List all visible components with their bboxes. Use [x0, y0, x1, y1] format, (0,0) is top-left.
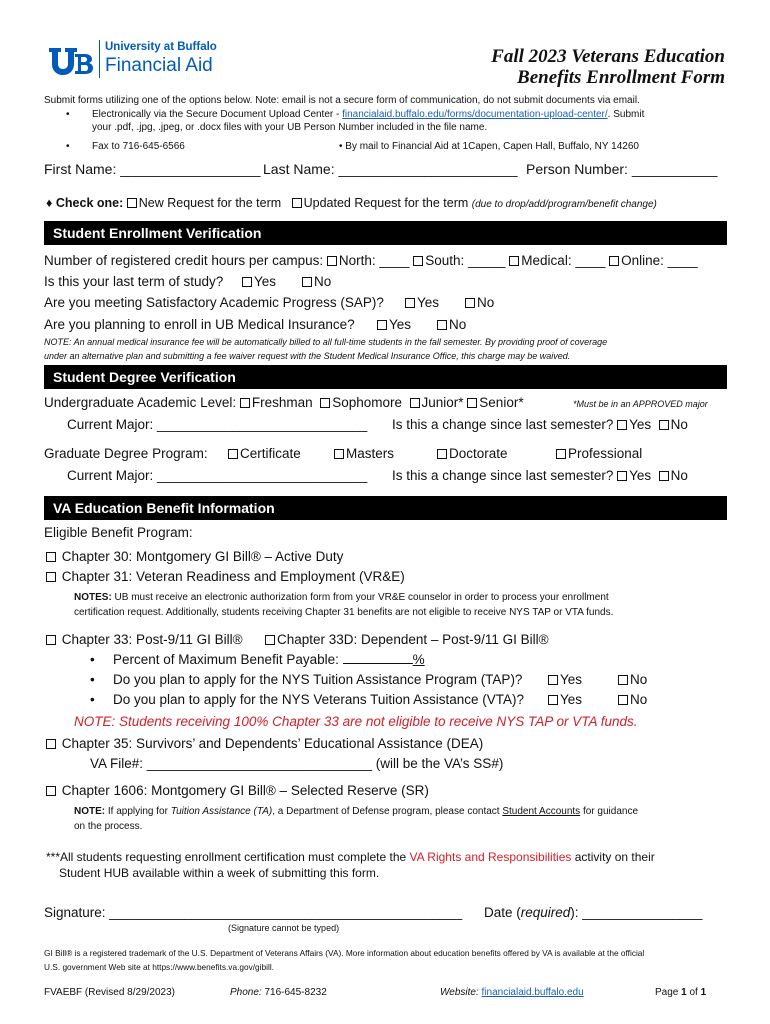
date-suffix: ): ________________ [570, 905, 703, 920]
trademark-line1: GI Bill® is a registered trademark of the U.S. Department of Veterans Affairs (VA). More information about education benefits offered by VA is available at the official [44, 948, 645, 958]
rights-line2: Student HUB available within a week of submitting this form. [59, 866, 380, 880]
vta-yes-checkbox[interactable] [548, 695, 558, 705]
yes-label: Yes [560, 672, 583, 687]
updated-request-checkbox[interactable] [292, 198, 302, 208]
approved-major-note: *Must be in an APPROVED major [573, 399, 708, 409]
page-prefix: Page [655, 987, 682, 998]
ch1606-option[interactable] [46, 783, 429, 798]
tap-question: Do you plan to apply for the NYS Tuition Assistance Program (TAP)? [113, 672, 523, 687]
insurance-no-checkbox[interactable] [437, 320, 447, 330]
senior-label: Senior* [479, 395, 524, 410]
sap-no-checkbox[interactable] [465, 298, 475, 308]
masters-option[interactable] [334, 446, 394, 461]
submit-upload-line2: your .pdf, .jpg, .jpeg, or .docx files with your UB Person Number included in the file name. [92, 122, 488, 133]
vta-question: Do you plan to apply for the NYS Veterans Tuition Assistance (VTA)? [113, 692, 524, 707]
va-section-header: VA Education Benefit Information [44, 496, 727, 520]
yes-label: Yes [560, 692, 583, 707]
insurance-yes-checkbox[interactable] [377, 320, 387, 330]
pct-label: Percent of Maximum Benefit Payable: [113, 652, 339, 667]
ch33d-option[interactable] [265, 632, 549, 647]
ch35-checkbox[interactable] [46, 739, 56, 749]
professional-option[interactable] [556, 446, 642, 461]
signature-caption: (Signature cannot be typed) [228, 923, 340, 933]
submit-intro: Submit forms utilizing one of the options below. Note: email is not a secure form of communication, do not submit documents via email. [44, 95, 640, 106]
footer-website [440, 987, 584, 998]
ch1606-note-a: If applying for [105, 806, 171, 817]
no-label: No [670, 468, 688, 483]
new-request-checkbox[interactable] [127, 198, 137, 208]
website-link[interactable]: financialaid.buffalo.edu [481, 987, 584, 998]
ch33-option[interactable] [46, 632, 243, 647]
yes-label: Yes [629, 468, 652, 483]
pct-input[interactable] [343, 652, 413, 664]
doctorate-option[interactable] [437, 446, 508, 461]
ch35-option[interactable] [46, 736, 483, 751]
last-term-question: Is this your last term of study? [44, 274, 224, 289]
ch31-checkbox[interactable] [46, 572, 56, 582]
ug-change-yes-checkbox[interactable] [617, 420, 627, 430]
ch31-notes-line2: certification request. Additionally, students receiving Chapter 31 benefits are not eligible to receive NYS TAP or VTA funds. [74, 607, 614, 618]
junior-checkbox[interactable] [410, 398, 420, 408]
page-total: 1 [700, 987, 707, 998]
no-label: No [670, 417, 688, 432]
grad-change-yes-checkbox[interactable] [617, 471, 627, 481]
insurance-no[interactable] [437, 317, 466, 332]
footer-phone [230, 987, 327, 998]
yes-label: Yes [629, 417, 652, 432]
eligible-program-label: Eligible Benefit Program: [44, 525, 193, 540]
submit-upload-line1 [92, 109, 644, 120]
tap-no[interactable] [618, 672, 647, 687]
person-number-field[interactable]: Person Number: ___________ [526, 161, 718, 177]
yes-label: Yes [389, 317, 412, 332]
date-field[interactable] [484, 905, 702, 920]
ch31-label: Chapter 31: Veteran Readiness and Employment (VR&E) [61, 569, 405, 584]
vta-no-checkbox[interactable] [618, 695, 628, 705]
ch35-label: Chapter 35: Survivors’ and Dependents’ Educational Assistance (DEA) [61, 736, 484, 751]
tap-bullet: • [90, 672, 95, 687]
page-num: 1 [681, 987, 687, 998]
va-file-field[interactable]: VA File#: ______________________________ (will be the VA’s SS#) [90, 756, 504, 771]
form-title-line2: Benefits Enrollment Form [517, 67, 725, 88]
diamond-icon: ♦ [46, 196, 53, 210]
form-title-line1: Fall 2023 Veterans Education [491, 46, 725, 67]
certificate-label: Certificate [240, 446, 301, 461]
online-label[interactable]: Online: ____ [621, 253, 698, 268]
no-label: No [630, 692, 648, 707]
submit-fax: Fax to 716-645-6566 [92, 141, 185, 152]
website-label: Website: [440, 987, 479, 998]
ub-logo-mark-icon [47, 46, 95, 76]
ch1606-note-b: , a Department of Defense program, please contact [272, 806, 503, 817]
page-of: of [686, 987, 701, 998]
phone-number: 716-645-8232 [261, 987, 327, 998]
junior-label: Junior* [421, 395, 464, 410]
doctorate-checkbox[interactable] [437, 449, 447, 459]
last-term-yes-checkbox[interactable] [242, 277, 252, 287]
new-request-label: New Request for the term [138, 196, 282, 210]
no-label: No [630, 672, 648, 687]
no-label: No [449, 317, 467, 332]
last-term-yes[interactable] [242, 274, 276, 289]
ug-level-row [44, 395, 524, 410]
ch31-notes-line1 [74, 592, 609, 603]
grad-change-row [392, 468, 688, 483]
upload-prefix: Electronically via the Secure Document Upload Center - [92, 109, 343, 120]
ta-text: Tuition Assistance (TA) [170, 806, 273, 817]
no-label: No [314, 274, 332, 289]
ch31-notes-label: NOTES: [74, 592, 112, 603]
change-question: Is this a change since last semester? [392, 417, 614, 432]
sophomore-checkbox[interactable] [320, 398, 330, 408]
pct-sign: % [412, 652, 425, 667]
check-one-row [46, 196, 657, 210]
pct-row [113, 652, 425, 667]
rights-line1 [46, 850, 655, 864]
submit-upload-bullet: • [66, 109, 70, 120]
grad-current-major[interactable]: Current Major: ____________________________ [67, 468, 368, 483]
yes-label: Yes [417, 295, 440, 310]
signature-field[interactable]: Signature: _______________________________________________ [44, 905, 463, 920]
ch33-checkbox[interactable] [46, 635, 56, 645]
pct-bullet: • [90, 652, 95, 667]
updated-request-note: (due to drop/add/program/benefit change) [471, 199, 657, 210]
south-checkbox[interactable] [413, 256, 423, 266]
north-label[interactable]: North: ____ [338, 253, 410, 268]
insurance-question: Are you planning to enroll in UB Medical Insurance? [44, 317, 355, 332]
submit-fax-bullet: • [66, 141, 70, 152]
masters-label: Masters [346, 446, 395, 461]
ch1606-note-line2: on the process. [74, 821, 143, 832]
vta-bullet: • [90, 692, 95, 707]
sap-question: Are you meeting Satisfactory Academic Progress (SAP)? [44, 295, 384, 310]
tap-no-checkbox[interactable] [618, 675, 628, 685]
credit-hours-label: Number of registered credit hours per campus: [44, 253, 324, 268]
ch31-notes-text: UB must receive an electronic authorization form from your VR&E counselor in order to process your enrollment [111, 592, 609, 603]
ch1606-note-label: NOTE: [74, 806, 106, 817]
vta-yes[interactable] [548, 692, 582, 707]
logo-dept-text: Financial Aid [105, 55, 213, 76]
trademark-line2: U.S. government Web site at https://www.benefits.va.gov/gibill. [44, 962, 274, 972]
upload-center-link[interactable]: financialaid.buffalo.edu/forms/documentation-upload-center/ [342, 109, 608, 120]
certificate-option[interactable] [228, 446, 301, 461]
ch1606-note-c: for guidance [580, 806, 639, 817]
doctorate-label: Doctorate [449, 446, 508, 461]
date-prefix: Date ( [484, 905, 521, 920]
south-label[interactable]: South: _____ [425, 253, 506, 268]
page-number [655, 987, 706, 998]
credit-hours-row [44, 253, 698, 268]
change-question: Is this a change since last semester? [392, 468, 614, 483]
submit-mail: • By mail to Financial Aid at 1Capen, Capen Hall, Buffalo, NY 14260 [339, 141, 639, 152]
grad-program-label: Graduate Degree Program: [44, 446, 208, 461]
ug-current-major[interactable]: Current Major: ____________________________ [67, 417, 368, 432]
tap-yes[interactable] [548, 672, 582, 687]
ch30-checkbox[interactable] [46, 552, 56, 562]
ug-change-no-checkbox[interactable] [659, 420, 669, 430]
upload-suffix: . Submit [607, 109, 645, 120]
ch1606-label: Chapter 1606: Montgomery GI Bill® – Selected Reserve (SR) [61, 783, 429, 798]
certificate-checkbox[interactable] [228, 449, 238, 459]
rights-highlight: VA Rights and Responsibilities [409, 850, 572, 864]
date-required: required [520, 905, 571, 920]
freshman-label: Freshman [251, 395, 313, 410]
ch33-label: Chapter 33: Post-9/11 GI Bill® [61, 632, 243, 647]
insurance-yes[interactable] [377, 317, 411, 332]
ch1606-note-line1 [74, 806, 638, 817]
sap-no[interactable] [465, 295, 494, 310]
online-checkbox[interactable] [609, 256, 619, 266]
ug-change-row [392, 417, 688, 432]
last-name-field[interactable]: Last Name: _______________________ [263, 161, 518, 177]
enrollment-section-header: Student Enrollment Verification [44, 221, 727, 245]
ch33d-label: Chapter 33D: Dependent – Post-9/11 GI Bill® [277, 632, 549, 647]
grad-change-no-checkbox[interactable] [659, 471, 669, 481]
ch30-label: Chapter 30: Montgomery GI Bill® – Active Duty [61, 549, 344, 564]
degree-section-header: Student Degree Verification [44, 365, 727, 389]
check-one-label: Check one: [55, 196, 124, 210]
masters-checkbox[interactable] [334, 449, 344, 459]
sap-yes[interactable] [405, 295, 439, 310]
freshman-checkbox[interactable] [240, 398, 250, 408]
submit-mail-text: By mail to Financial Aid at 1Capen, Capen Hall, Buffalo, NY 14260 [345, 141, 639, 152]
last-term-no[interactable] [302, 274, 331, 289]
ch1606-checkbox[interactable] [46, 786, 56, 796]
ch33-note: NOTE: Students receiving 100% Chapter 33 are not eligible to receive NYS TAP or VTA funds. [74, 714, 638, 729]
no-label: No [477, 295, 495, 310]
medical-label[interactable]: Medical: ____ [521, 253, 606, 268]
logo-university-text: University at Buffalo [105, 41, 217, 53]
medical-checkbox[interactable] [509, 256, 519, 266]
ch30-option[interactable] [46, 549, 343, 564]
sophomore-label: Sophomore [332, 395, 402, 410]
first-name-field[interactable]: First Name: __________________ [44, 161, 261, 177]
senior-checkbox[interactable] [467, 398, 477, 408]
tap-yes-checkbox[interactable] [548, 675, 558, 685]
insurance-note-line1: NOTE: An annual medical insurance fee will be automatically billed to all full-time students in the fall semester. By providing proof of coverage [44, 337, 608, 347]
ch33d-checkbox[interactable] [265, 635, 275, 645]
insurance-note-line2: under an alternative plan and submitting a fee waiver request with the Student Medical Insurance Office, this charge may be waived. [44, 351, 571, 361]
ch31-option[interactable] [46, 569, 405, 584]
updated-request-label: Updated Request for the term [303, 196, 469, 210]
student-accounts-link[interactable]: Student Accounts [502, 806, 581, 817]
vta-no[interactable] [618, 692, 647, 707]
north-checkbox[interactable] [327, 256, 337, 266]
professional-label: Professional [568, 446, 643, 461]
rights-prefix: ***All students requesting enrollment certification must complete the [46, 850, 410, 864]
last-term-no-checkbox[interactable] [302, 277, 312, 287]
sap-yes-checkbox[interactable] [405, 298, 415, 308]
ug-level-label: Undergraduate Academic Level: [44, 395, 237, 410]
professional-checkbox[interactable] [556, 449, 566, 459]
phone-label: Phone: [230, 987, 262, 998]
form-id: FVAEBF (Revised 8/29/2023) [44, 987, 175, 998]
rights-suffix: activity on their [571, 850, 655, 864]
yes-label: Yes [254, 274, 277, 289]
